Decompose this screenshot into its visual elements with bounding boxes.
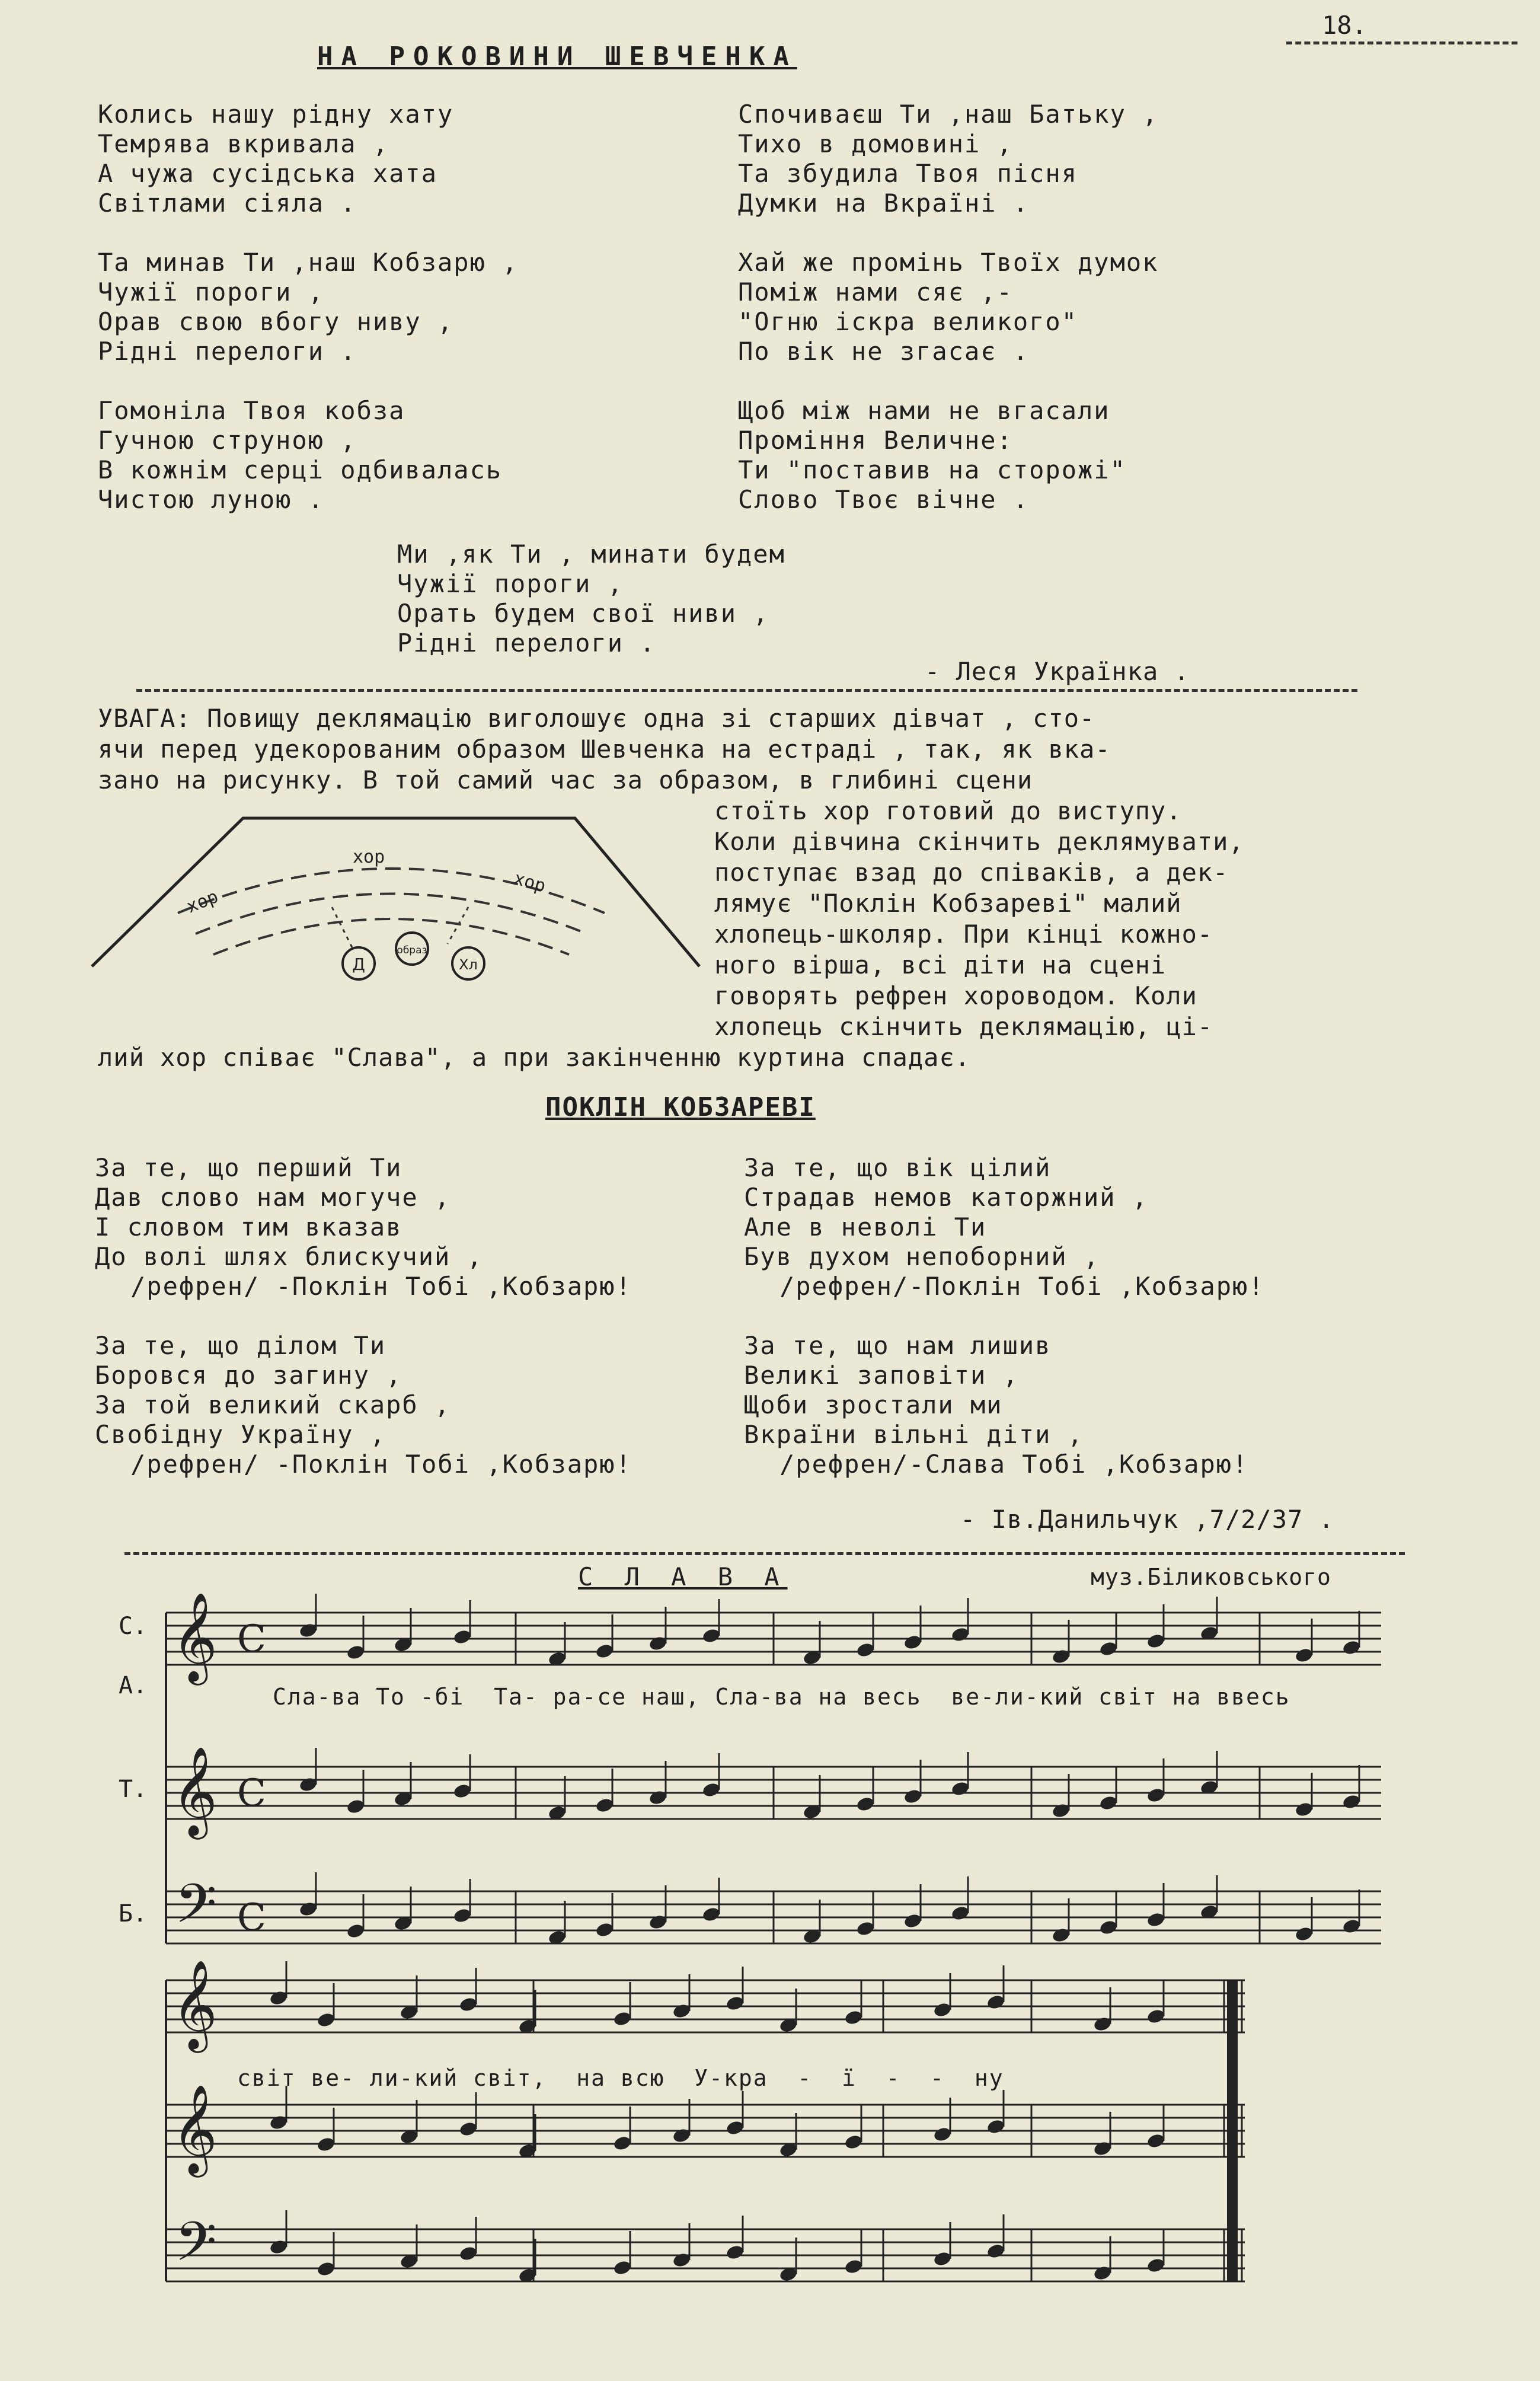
staging-note-bottom [98, 1042, 970, 1073]
poem2-right-column [744, 1153, 1265, 1509]
treble-clef-icon: 𝄞 [172, 2083, 218, 2173]
verse-line: Чужії пороги , [397, 569, 624, 598]
voice-label-soprano: С. [119, 1613, 148, 1640]
verse-line: Рідні перелоги . [98, 337, 357, 366]
poem1-closing-stanza [397, 540, 785, 658]
stanza [744, 1153, 1265, 1301]
verse-line: Ти "поставив на сторожі" [738, 455, 1126, 484]
final-barline [1227, 1980, 1238, 2281]
stanza [738, 100, 1158, 218]
verse-line: Тихо в домовині , [738, 129, 1013, 158]
refrain-line: /рефрен/ -Поклін Тобі ,Кобзарю! [130, 1272, 632, 1301]
verse-line: Слово Твоє вічне . [738, 485, 1030, 514]
section-divider-2 [124, 1552, 1405, 1555]
arc-label-left: хор [183, 886, 222, 918]
note-line: зано на рисунку. В той самий час за образом, в глибині сцени [98, 765, 1033, 794]
poem1-right-column [738, 100, 1158, 544]
note-line: стоїть хор готовий до виступу. [714, 796, 1182, 825]
treble-clef-icon: 𝄞 [172, 1591, 218, 1681]
verse-line: Поміж нами сяє ,- [738, 277, 1013, 307]
note-line: УВАГА: Повищу деклямацію виголошує одна зі старших дівчат , сто- [98, 704, 1095, 733]
note-line: хлопець-школяр. При кінці кожно- [714, 920, 1213, 949]
treble-clef-icon: 𝄞 [172, 1959, 218, 2049]
staging-note-right [714, 796, 1244, 1042]
voice-label-bass: Б. [119, 1900, 148, 1927]
verse-line: Світлами сіяла . [98, 189, 357, 218]
common-time-icon: C [237, 1772, 266, 1815]
voice-label-alto: А. [119, 1672, 148, 1699]
verse-line: Щоб між нами не вгасали [738, 396, 1110, 425]
voice-label-tenor: Т. [119, 1776, 148, 1803]
note-line: Коли дівчина скінчить деклямувати, [714, 827, 1244, 856]
note-line: говорять рефрен хороводом. Коли [714, 981, 1197, 1010]
path-line-left [332, 907, 353, 949]
refrain-line: /рефрен/-Поклін Тобі ,Кобзарю! [779, 1272, 1265, 1301]
poem1-left-column [98, 100, 518, 544]
stage-diagram [83, 806, 705, 1002]
verse-line: Проміння Величне: [738, 426, 1013, 455]
poem2-author: - Ів.Данильчук ,7/2/37 . [960, 1505, 1334, 1534]
poem1-author: - Леся Українка . [925, 657, 1190, 686]
bass-clef-icon: 𝄢 [175, 1872, 217, 1948]
common-time-icon: C [237, 1617, 266, 1661]
section-divider-1 [136, 689, 1357, 692]
verse-line: Був духом непоборний , [744, 1242, 1100, 1271]
page-number-rule [1286, 42, 1517, 44]
verse-line: Колись нашу рідну хату [98, 100, 454, 129]
note-line: лямує "Поклін Кобзареві" малий [714, 889, 1182, 918]
verse-line: Гучною струною , [98, 426, 357, 455]
verse-line: По вік не згасає . [738, 337, 1030, 366]
poem1-title: НА РОКОВИНИ ШЕВЧЕНКА [317, 42, 797, 72]
verse-line: За те, що перший Ти [95, 1153, 402, 1182]
verse-line: До волі шлях блискучий , [95, 1242, 483, 1271]
position-girl-label: Д [352, 955, 365, 974]
verse-line: За те, що вік цілий [744, 1153, 1052, 1182]
verse-line: Хай же промінь Твоїх думок [738, 248, 1159, 277]
score-lyrics-line2: світ ве- ли-кий світ, на всю У-кра - ї - - ну [237, 2065, 1004, 2091]
refrain-line: /рефрен/-Слава Тобі ,Кобзарю! [779, 1450, 1249, 1479]
verse-line: Дав слово нам могуче , [95, 1183, 451, 1212]
stanza [98, 396, 518, 515]
refrain-line: /рефрен/ -Поклін Тобі ,Кобзарю! [130, 1450, 632, 1479]
verse-line: За той великий скарб , [95, 1390, 451, 1419]
verse-line: Чужії пороги , [98, 277, 325, 307]
verse-line: Темрява вкривала , [98, 129, 389, 158]
score-composer: муз.Біликовського [1091, 1564, 1331, 1590]
position-portrait-label: образ [397, 944, 427, 956]
score-title: С Л А В А [578, 1562, 788, 1591]
bass-clef-icon: 𝄢 [175, 2210, 217, 2286]
verse-line: В кожнім серці одбивалась [98, 455, 503, 484]
poem2-left-column [95, 1153, 632, 1509]
score-lyrics-line1: Сла-ва То -бі Та- ра-се наш, Сла-ва на весь ве-ли-кий світ на ввесь [273, 1684, 1290, 1710]
stanza [98, 248, 518, 366]
stanza [98, 100, 518, 218]
verse-line: Спочиваєш Ти ,наш Батьку , [738, 100, 1159, 129]
choir-arc-middle [196, 894, 587, 934]
verse-line: "Огню іскра великого" [738, 307, 1078, 336]
verse-line: Боровся до загину , [95, 1361, 402, 1390]
path-line-right [448, 907, 468, 944]
verse-line: За те, що нам лишив [744, 1331, 1052, 1360]
stanza [95, 1153, 632, 1301]
note-line: ного вірша, всі діти на сцені [714, 950, 1167, 979]
verse-line: Чистою луною . [98, 485, 325, 514]
verse-line: Орать будем свої ниви , [397, 599, 769, 628]
stanza [744, 1331, 1265, 1479]
verse-line: Та збудила Твоя пісня [738, 159, 1078, 188]
verse-line: Думки на Вкраїні . [738, 189, 1030, 218]
staging-note-top [98, 703, 1111, 796]
treble-clef-icon: 𝄞 [172, 1745, 218, 1836]
stanza [95, 1331, 632, 1479]
verse-line: Гомоніла Твоя кобза [98, 396, 405, 425]
verse-line: За те, що ділом Ти [95, 1331, 386, 1360]
arc-label-center: хор [353, 847, 385, 867]
verse-line: І словом тим вказав [95, 1212, 402, 1241]
verse-line: Орав свою вбогу ниву , [98, 307, 454, 336]
verse-line: Великі заповіти , [744, 1361, 1019, 1390]
poem2-title: ПОКЛІН КОБЗАРЕВІ [545, 1092, 816, 1122]
common-time-icon: C [237, 1896, 266, 1940]
verse-line: Рідні перелоги . [397, 628, 656, 658]
stanza [738, 248, 1158, 366]
stanza [738, 396, 1158, 515]
note-line: поступає взад до співаків, а дек- [714, 858, 1229, 887]
verse-line: А чужа сусідська хата [98, 159, 438, 188]
verse-line: Щоби зростали ми [744, 1390, 1003, 1419]
choir-arc-inner [213, 919, 569, 955]
position-boy-label: Хл [459, 956, 478, 973]
page-number: 18. [1322, 11, 1367, 40]
verse-line: Вкраїни вільні діти , [744, 1420, 1084, 1449]
note-line: ячи перед удекорованим образом Шевченка на естраді , так, як вка- [98, 735, 1111, 764]
verse-line: Але в неволі Ти [744, 1212, 987, 1241]
verse-line: Ми ,як Ти , минати будем [397, 540, 785, 569]
verse-line: Та минав Ти ,наш Кобзарю , [98, 248, 519, 277]
note-line: лий хор співає "Слава", а при закінченню куртина спадає. [98, 1043, 971, 1072]
verse-line: Страдав немов каторжний , [744, 1183, 1149, 1212]
verse-line: Свобідну Україну , [95, 1420, 386, 1449]
note-line: хлопець скінчить деклямацію, ці- [714, 1012, 1213, 1041]
arc-label-right: хор [511, 868, 548, 897]
